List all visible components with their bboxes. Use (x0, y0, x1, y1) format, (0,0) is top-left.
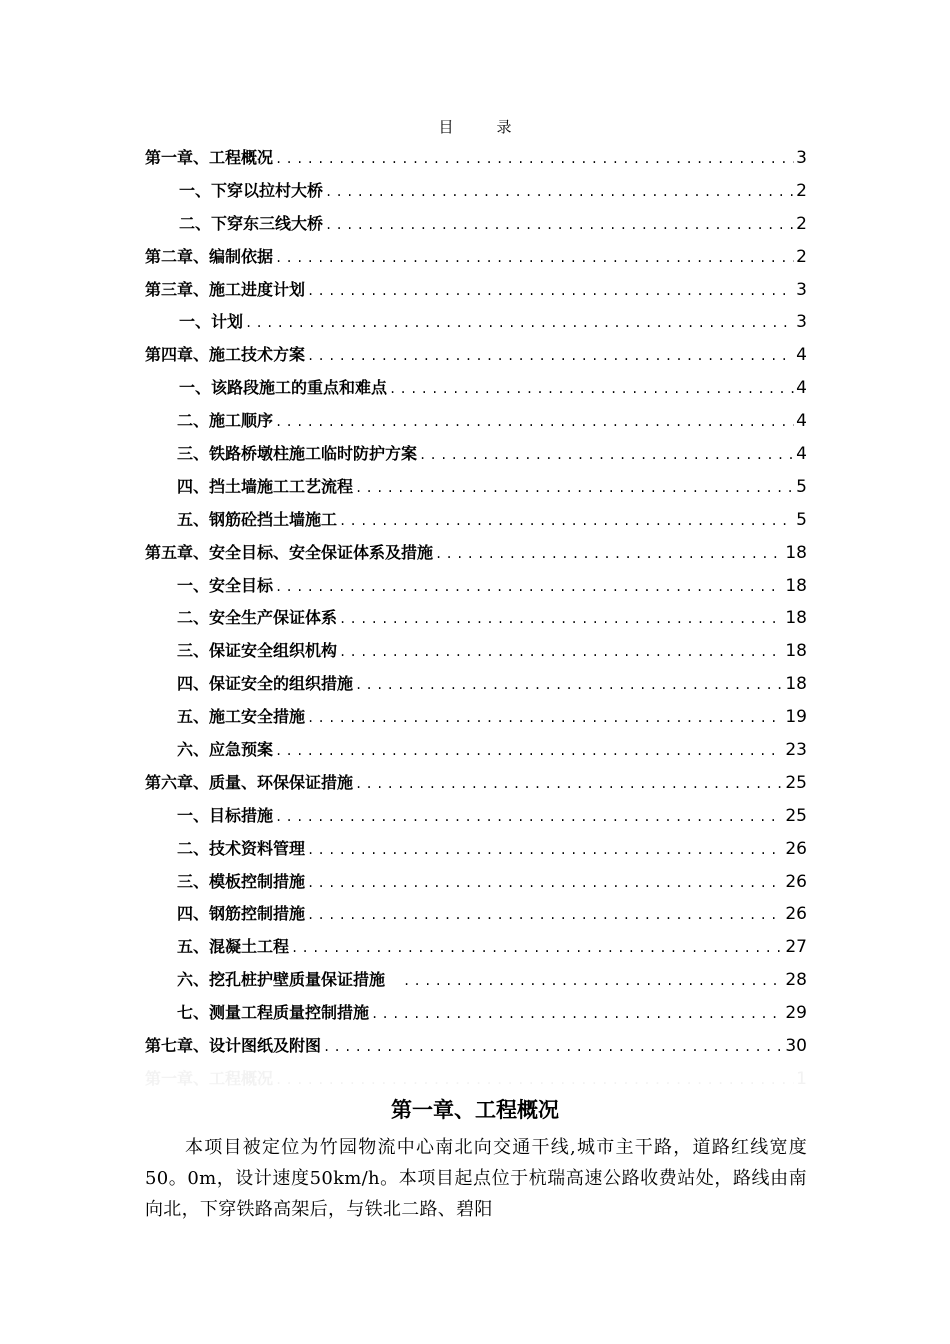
toc-dot-leader (371, 998, 783, 1031)
toc-entry-page: 25 (785, 805, 807, 826)
toc-entry[interactable] (145, 438, 807, 471)
toc-entry-page: 2 (796, 180, 807, 201)
toc-entry-page: 26 (785, 838, 807, 859)
toc-entry[interactable] (145, 866, 807, 899)
toc-entry-page: 3 (796, 279, 807, 300)
toc-entry-page: 1 (796, 1068, 807, 1089)
toc-dot-leader (275, 801, 783, 834)
toc-dot-leader (339, 603, 783, 636)
toc-entry[interactable] (145, 734, 807, 767)
toc-entry-label: 第五章、安全目标、安全保证体系及措施 (145, 542, 434, 562)
toc-entry-page: 5 (796, 476, 807, 497)
toc-entry[interactable] (145, 898, 807, 931)
toc-entry[interactable] (145, 997, 807, 1030)
toc-entry-label: 二、安全生产保证体系 (177, 608, 338, 628)
toc-entry-label: 第一章、工程概况 (145, 1068, 274, 1088)
toc-entry[interactable] (145, 767, 807, 800)
toc-dot-leader (275, 735, 783, 768)
toc-entry[interactable] (145, 175, 807, 208)
toc-entry-label: 五、钢筋砼挡土墙施工 (177, 509, 338, 529)
toc-entry-label: 一、安全目标 (177, 575, 274, 595)
toc-entry[interactable] (145, 800, 807, 833)
toc-entry-page: 27 (785, 937, 807, 958)
toc-entry-page: 28 (785, 970, 807, 991)
toc-title: 目 录 (438, 118, 526, 136)
toc-entry-label: 一、下穿以拉村大桥 (179, 180, 324, 200)
toc-dot-leader (307, 867, 783, 900)
toc-dot-leader (355, 669, 783, 702)
toc-dot-leader (389, 373, 794, 406)
toc-entry-label: 七、测量工程质量控制措施 (177, 1003, 370, 1023)
toc-entry[interactable] (145, 701, 807, 734)
toc-entry-page: 3 (796, 148, 807, 168)
toc-entry[interactable] (145, 241, 807, 274)
toc-dot-leader (339, 636, 783, 669)
toc-dot-leader (307, 340, 794, 373)
toc-entry[interactable] (145, 405, 807, 438)
toc-entry[interactable] (145, 1030, 807, 1063)
toc-dot-leader (275, 406, 794, 439)
toc-entry-page: 25 (785, 772, 807, 793)
toc-entry[interactable] (145, 635, 807, 668)
toc-dot-leader (325, 176, 794, 209)
toc-entry-label: 第七章、设计图纸及附图 (145, 1036, 322, 1056)
toc-dot-leader (275, 242, 794, 275)
toc-entry[interactable] (145, 471, 807, 504)
toc-entry-label: 四、保证安全的组织措施 (177, 674, 354, 694)
toc-entry[interactable] (145, 339, 807, 372)
toc-dot-leader (245, 307, 794, 340)
toc-entry-label: 二、技术资料管理 (177, 838, 306, 858)
toc-dot-leader (325, 209, 794, 242)
toc-entry-label: 第六章、质量、环保保证措施 (145, 772, 354, 792)
toc-entry-page: 29 (785, 1003, 807, 1024)
toc-entry-label: 第二章、编制依据 (145, 246, 274, 266)
toc-entry-label: 三、铁路桥墩柱施工临时防护方案 (177, 444, 418, 464)
toc-entry-label: 第三章、施工进度计划 (145, 279, 306, 299)
toc-entry-page: 18 (785, 608, 807, 629)
toc-entry-label: 三、模板控制措施 (177, 871, 306, 891)
toc-entry-page: 4 (796, 411, 807, 432)
toc-entry-page: 3 (796, 312, 807, 333)
toc-entry-page: 5 (796, 509, 807, 530)
toc-entry-page: 23 (785, 740, 807, 761)
toc-dot-leader (339, 505, 794, 538)
toc-entry-page: 4 (796, 345, 807, 366)
toc-entry[interactable] (145, 602, 807, 635)
toc-entry-label: 第一章、工程概况 (145, 148, 274, 167)
toc-entry-page: 26 (785, 871, 807, 892)
toc-dot-leader (403, 965, 783, 998)
toc-entry[interactable] (145, 668, 807, 701)
toc-dot-leader (275, 1064, 794, 1097)
toc-entry-page: 19 (785, 707, 807, 728)
toc-dot-leader (435, 538, 783, 571)
toc-dot-leader (307, 702, 783, 735)
toc-entry-label: 一、该路段施工的重点和难点 (179, 378, 388, 398)
toc-entry[interactable] (145, 931, 807, 964)
toc-entry-page: 18 (785, 542, 807, 563)
toc-entry[interactable] (145, 306, 807, 339)
toc-entry[interactable] (145, 833, 807, 866)
chapter-paragraph: 本项目被定位为竹园物流中心南北向交通干线,城市主干路，道路红线宽度50。0m，设计速度50km/h。本项目起点位于杭瑞高速公路收费站处，路线由南向北，下穿铁路高架后，与铁北二路、碧阳 (145, 1137, 807, 1220)
toc-entry-page: 2 (796, 213, 807, 234)
toc-entry-label: 一、计划 (179, 312, 244, 332)
toc-entry[interactable] (145, 142, 807, 175)
toc-entry-label: 二、下穿东三线大桥 (179, 213, 324, 233)
toc-dot-leader (323, 1031, 783, 1064)
toc-entry-label: 一、目标措施 (177, 805, 274, 825)
toc-entry-page: 26 (785, 904, 807, 925)
toc-entry-page: 18 (785, 674, 807, 695)
toc-entry-label: 五、施工安全措施 (177, 707, 306, 727)
toc-dot-leader (275, 143, 794, 176)
toc-entry[interactable] (145, 570, 807, 603)
toc-entry-label: 六、应急预案 (177, 740, 274, 760)
toc-entry-label: 六、挖孔桩护壁质量保证措施 (177, 970, 402, 990)
toc-entry-label: 第四章、施工技术方案 (145, 345, 306, 365)
toc-entry-page: 2 (796, 246, 807, 267)
toc-entry[interactable] (145, 537, 807, 570)
toc-entry-page: 4 (796, 378, 807, 399)
toc-entry-page: 30 (785, 1036, 807, 1057)
toc-entry-page: 18 (785, 575, 807, 596)
toc-entry[interactable] (145, 964, 807, 997)
toc-dot-leader (307, 899, 783, 932)
toc-entry[interactable] (145, 1063, 807, 1096)
toc-entry[interactable] (145, 504, 807, 537)
table-of-contents (145, 142, 807, 1096)
toc-entry-label: 四、挡土墙施工工艺流程 (177, 476, 354, 496)
toc-entry-label: 三、保证安全组织机构 (177, 641, 338, 661)
chapter-heading: 第一章、工程概况 (391, 1098, 559, 1122)
toc-entry-label: 四、钢筋控制措施 (177, 904, 306, 924)
toc-dot-leader (419, 439, 794, 472)
toc-entry[interactable] (145, 372, 807, 405)
toc-dot-leader (307, 834, 783, 867)
toc-entry-label: 二、施工顺序 (177, 411, 274, 431)
toc-dot-leader (307, 275, 794, 308)
toc-dot-leader (355, 472, 794, 505)
toc-entry-page: 18 (785, 641, 807, 662)
toc-dot-leader (275, 571, 783, 604)
toc-entry[interactable] (145, 208, 807, 241)
toc-entry[interactable] (145, 274, 807, 307)
toc-entry-label: 五、混凝土工程 (177, 937, 290, 957)
toc-entry-page: 4 (796, 444, 807, 465)
toc-dot-leader (291, 932, 783, 965)
toc-dot-leader (355, 768, 783, 801)
